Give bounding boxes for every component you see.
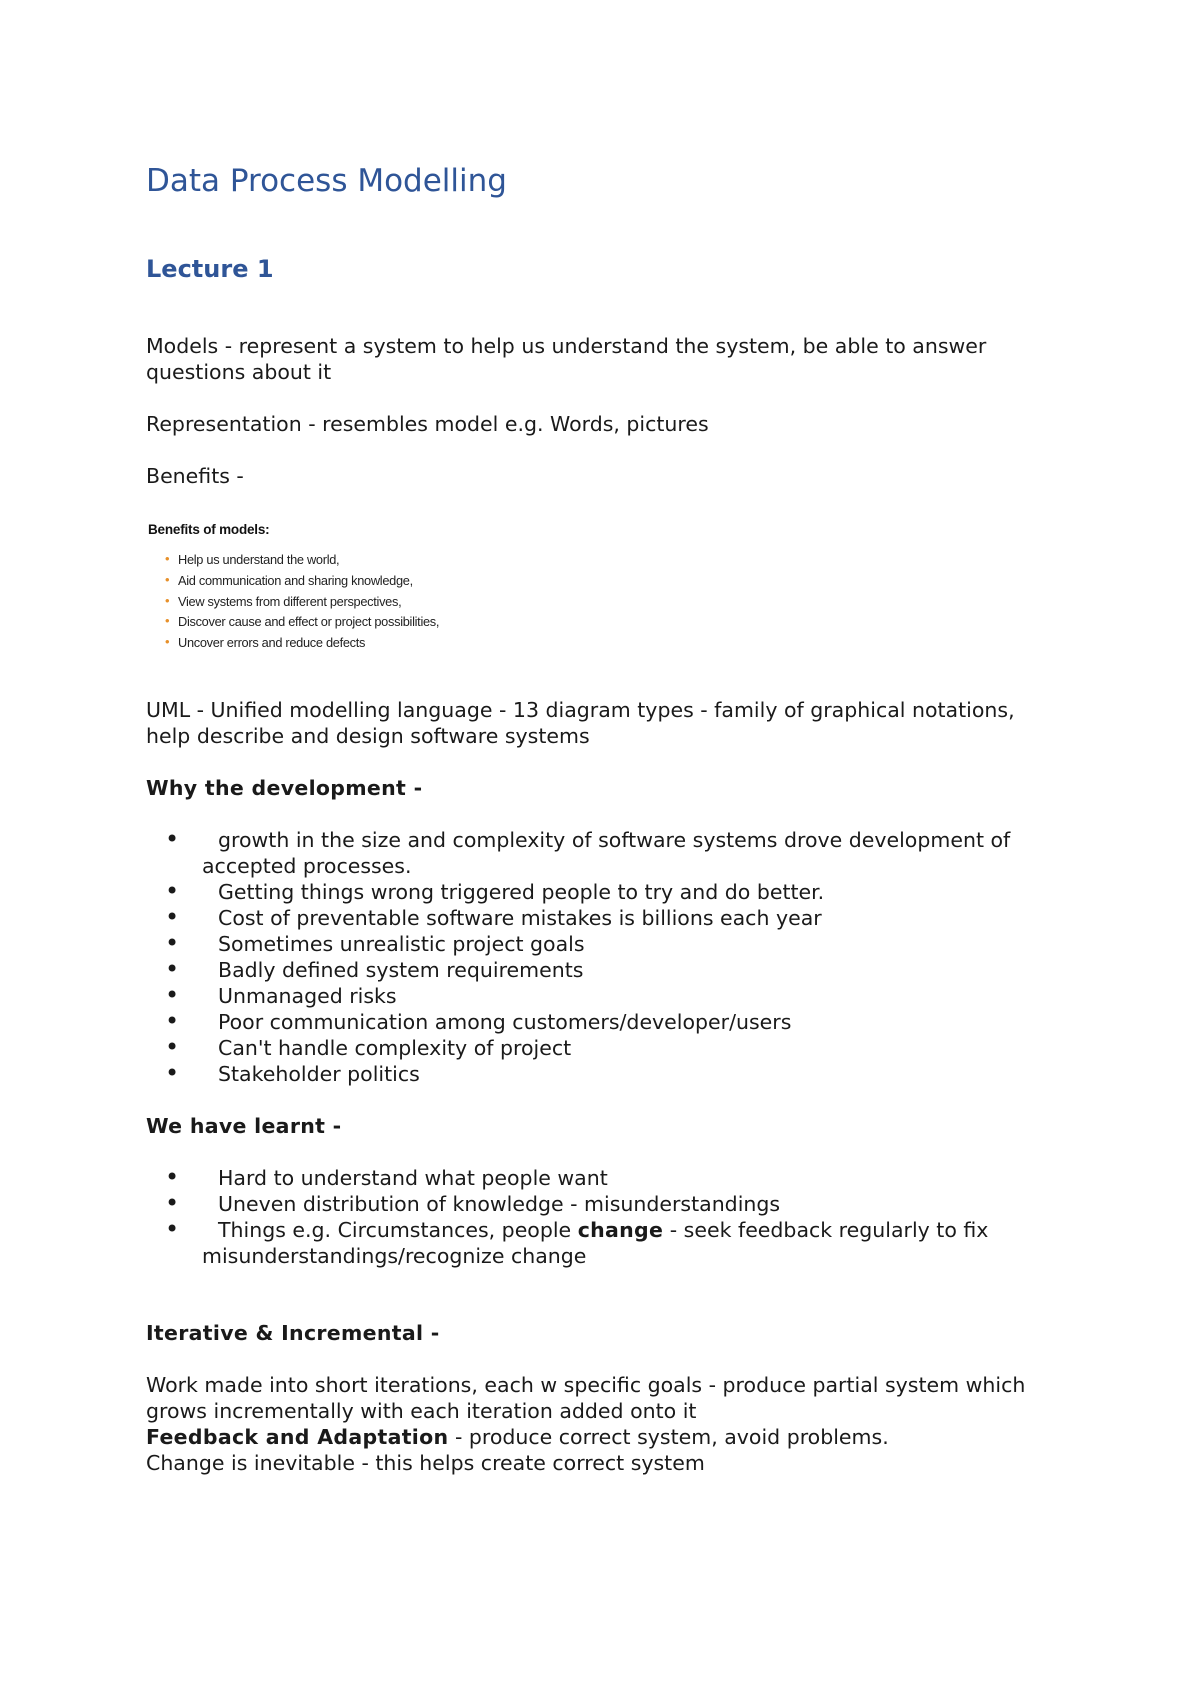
why-development-heading: Why the development - — [146, 776, 423, 800]
list-item: • Hard to understand what people want — [146, 1165, 1076, 1191]
uml-paragraph: UML - Unified modelling language - 13 diagram types - family of graphical notations, help describe and design software systems — [146, 698, 1015, 748]
benefits-label: Benefits - — [146, 464, 244, 488]
iterative-paragraph: Work made into short iterations, each w specific goals - produce partial system which grows incrementally with each iteration added onto it — [146, 1373, 1026, 1423]
list-item: • Getting things wrong triggered people to try and do better. — [146, 879, 1076, 905]
learnt-item-text: Things e.g. Circumstances, people — [218, 1218, 578, 1242]
list-item: • Can't handle complexity of project — [146, 1035, 1076, 1061]
benefits-image-item: • Aid communication and sharing knowledge, — [148, 568, 498, 589]
list-item: • growth in the size and complexity of software systems drove development of accepted processes. — [146, 827, 1076, 879]
benefits-image-item: • Discover cause and effect or project possibilities, — [148, 609, 498, 630]
list-item: • Unmanaged risks — [146, 983, 1076, 1009]
list-item: • Poor communication among customers/developer/users — [146, 1009, 1076, 1035]
learnt-item-text: - seek feedback regularly to fix misunderstandings/recognize change — [202, 1218, 989, 1268]
benefits-image-item: • View systems from different perspectives, — [148, 589, 498, 610]
benefits-image-item: • Uncover errors and reduce defects — [148, 630, 498, 651]
feedback-emphasis: Feedback and Adaptation — [146, 1425, 449, 1449]
why-development-list — [146, 827, 1076, 1087]
models-paragraph: Models - represent a system to help us understand the system, be able to answer questions about it — [146, 334, 987, 384]
we-have-learnt-list — [146, 1165, 1076, 1269]
list-item — [146, 1217, 1076, 1269]
page-title: Data Process Modelling — [146, 163, 507, 199]
benefits-image-heading: Benefits of models: — [148, 522, 270, 537]
lecture-heading: Lecture 1 — [146, 255, 274, 283]
change-paragraph: Change is inevitable - this helps create correct system — [146, 1451, 705, 1475]
list-item: • Badly defined system requirements — [146, 957, 1076, 983]
representation-paragraph: Representation - resembles model e.g. Words, pictures — [146, 412, 709, 436]
benefits-of-models-image — [148, 513, 498, 651]
list-item: • Stakeholder politics — [146, 1061, 1076, 1087]
list-item: • Sometimes unrealistic project goals — [146, 931, 1076, 957]
change-emphasis: change — [577, 1218, 664, 1242]
list-item: • Cost of preventable software mistakes is billions each year — [146, 905, 1076, 931]
benefits-image-list — [148, 547, 498, 651]
list-item: • Uneven distribution of knowledge - misunderstandings — [146, 1191, 1076, 1217]
feedback-paragraph — [146, 1424, 889, 1450]
benefits-image-item: • Help us understand the world, — [148, 547, 498, 568]
we-have-learnt-heading: We have learnt - — [146, 1114, 342, 1138]
iterative-heading: Iterative & Incremental - — [146, 1321, 440, 1345]
feedback-text: - produce correct system, avoid problems. — [448, 1425, 889, 1449]
